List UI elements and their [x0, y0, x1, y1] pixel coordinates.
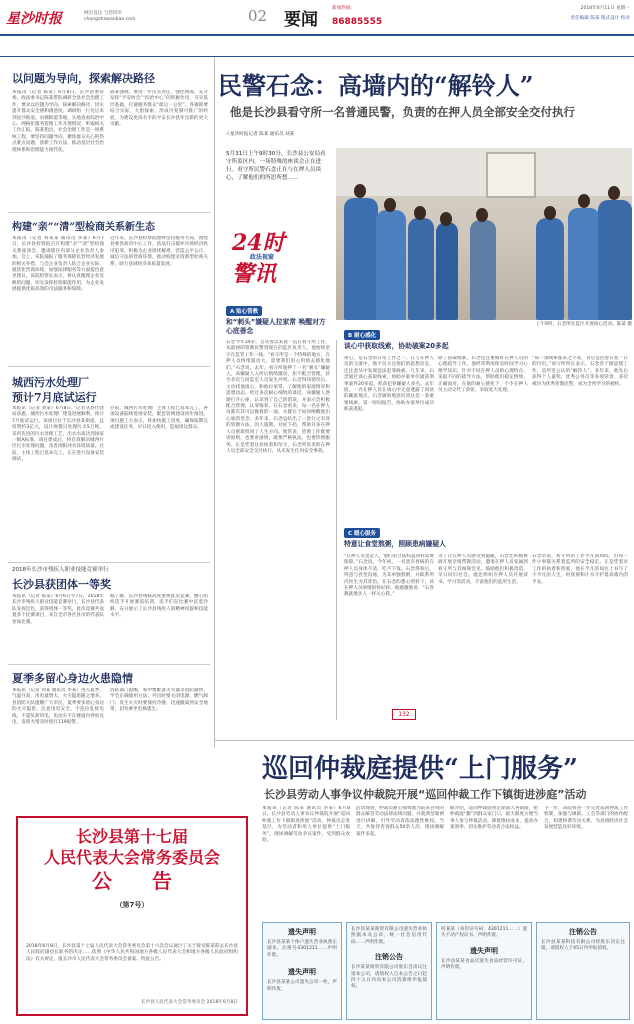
logo-subtitle: 网页直达 与您同步 changshawanbao.com	[84, 11, 136, 23]
notice-heading: 遗失声明	[288, 928, 316, 936]
notice-title-line2: 人民代表大会常务委员会	[43, 848, 220, 867]
notice-heading: 注销公告	[375, 953, 403, 962]
article-body: “每一条线索都来之不易，背后是民警日复一日的付出。”看守所所长表示，石念善于做思想工作，是所里公认的“解铃人”。多年来，他先后获得个人嘉奖、优秀公务员等多项荣誉，多次被评为优秀管教民警，成为全所学习的榜样。	[532, 356, 628, 387]
divider	[8, 212, 210, 213]
article-body: 下一步，该院将进一步完善巡回仲裁工作机制，加强与镇街、工会等部门的协作配合，构建和谐劳动关系，为县域经济社会发展营造良好环境。	[544, 806, 628, 831]
public-notice-box	[16, 816, 248, 1016]
main-headline: 民警石念：高墙内的“解铃人”	[218, 71, 534, 100]
byline: ☉星沙时报记者 陈某 通讯员 刘某	[226, 132, 295, 137]
divider	[8, 562, 210, 563]
hotline-number: 86885555	[332, 17, 383, 27]
main-subheadline: 他是长沙县看守所一名普通民警，负责的在押人员全部安全交付执行	[230, 105, 575, 119]
notice-text: 长沙县某某个体户遗失营业执照正副本，注册号4301211……声明作废。	[267, 940, 337, 958]
article-body: 本报讯（记者 陈某）6月6日至7日，2018年长沙市残疾人职业技能竞赛举行，长沙县代表队发挥出色，获得团体一等奖。此次竞赛共设置多个比赛项目，来自全市各区县市的代表队参加比赛。	[12, 594, 104, 625]
arbitration-headline: 巡回仲裁庭提供“上门服务”	[262, 754, 578, 784]
logo-24-subtext: 政法视窗	[250, 254, 275, 261]
article-body: 本报讯（记者 陈某）6月8日，长沙县委常委、政法委书记陈某带队调研全县社会治理工作，要求以问题为导向，探索解决路径，切实提升群众安全感和满意度。调研组一行先后来到星沙街道、泉塘街道等地，实地查看综治中心、网格化服务管理工作开展情况，听取相关工作汇报。陈某指出，社会治理工作是一项系统工程，要坚持问题导向，聚焦群众关心的热点难点问题，创新工作方法，推动基层社会治理体系和治理能力现代化。	[12, 90, 104, 153]
article-title: 长沙县获团体一等奖	[12, 578, 111, 591]
newspaper-logo: 星沙时报	[6, 11, 62, 27]
article-body: 活动现场，仲裁员耐心细致地为前来咨询的群众解答劳动法律法规问题，并就典型案例进行讲解，引导劳动者依法理性维权。当天，共接待咨询群众50余人次，现场调解案件多起。	[356, 806, 444, 837]
article-body: 谈心，是石念的日常工作之一。在与在押人员的交流中，他不仅关注他们的思想动态，还注意从中发现违法犯罪线索。几年来，石念通过谈心获取线索，协助办案单位破获刑事案件20多起，抓获犯罪嫌疑人多名。去年底，一名在押人员在谈心中无意透露了同伙的藏匿地点，石念敏锐地意识到这是一条重要线索，第一时间报告，协助办案单位成功抓获逃犯。	[344, 356, 434, 413]
notice-heading: 遗失声明	[470, 946, 498, 955]
article-body: “在押人员也是人，他们的合法权益同样需要保障。”石念说。今年初，一名患有胃病的在押人员身体不适，吃不下饭。石念得知后，特意与食堂沟通，为其单独熬粥，并联系所内医生为其诊治。在石念的悉心照料下，该在押人员病情很快好转，他感激地说：“石管教就像亲人一样关心我。”	[344, 554, 434, 598]
article-body: 本报讯（记者 刘某）6月8日，记者从县住建局获悉，城西污水处理厂建设进展顺利，预计7月底试运行。该项目位于长沙县某街道，总投资约3亿元，设计规模日处理污水5万吨，采用先进的污水处理工艺，出水水质达到国家一级A标准。项目建成后，将有效解决城西片区污水处理问题，改善浏阳河水环境质量。目前，主体工程已基本完工，正在进行设备安装调试。	[12, 406, 104, 463]
article-body: 除了获取线索，石念还注重做好在押人员的心理疏导工作。他经常利用休息时间学习心理学知识，针对不同在押人员的心理特点，采取不同的疏导方法，帮助他们稳定情绪、正确面对。在他的耐心感化下，不少在押人员主动交代了余罪，争取宽大处理。	[438, 356, 528, 394]
divider	[214, 740, 634, 741]
article-title: 夏季多留心身边火患隐情	[12, 672, 133, 685]
section-badge-b: B 耐心感化	[344, 330, 380, 340]
column-divider	[336, 340, 337, 720]
section-badge-c: C 暖心服务	[344, 528, 380, 538]
page-number: 02	[248, 7, 268, 25]
classified-notice	[436, 922, 532, 1020]
hotline-label: 新闻热线：	[332, 6, 355, 11]
notice-signature: 长沙县人民代表大会常务委员会 2018年6月8日	[140, 1000, 238, 1005]
section-subhead-b: 谈心中获取线索，协助破案20多起	[344, 342, 449, 350]
notice-text: 何某某（身份证号码：4301211……）遗失不动产权证书，声明作废。	[441, 927, 527, 939]
article-body: 本报讯（记者 陈某 通讯员 李某）6月8日，长沙县劳动人事争议仲裁院开展“巡回仲裁工作下镇街进涉庭”活动，仲裁员走进基层，为劳动者和用人单位提供“上门服务”，现场调解劳动争议案件，受到群众欢迎。	[262, 806, 350, 844]
notice-heading: 注销公告	[569, 928, 597, 936]
article-body: 石念常说，看守所的工作平凡而琐碎，但每一件小事都关系着监所的安全稳定。正是凭着对工作的执着和热爱，他在平凡的岗位上书写了不平凡的人生，用真情和汗水守护着高墙内的平安。	[532, 554, 628, 585]
article-body: 本报讯（记者 刘某某 通讯员 李某）6月7日，长沙县检察院召开构建“亲”“清”型检商关系座谈会，邀请辖区内部分企业负责人参加。会上，该院通报了服务保障民营经济发展的相关举措，与会企业负责人结合企业实际，就优化营商环境、加强法律服务等方面提出意见建议。该院检察长表示，将认真梳理企业反映的问题，切实发挥检察职能作用，为企业发展提供优质高效的司法服务和保障。	[12, 236, 104, 293]
notice-text: 长沙县某某公司遗失公章一枚，声明作废。	[267, 980, 337, 992]
notice-title	[18, 826, 246, 894]
notice-body: 2018年6月8日，长沙县第十七届人民代表大会常务委员会第十六次会议通过了关于接受陈某辞去长沙县人民政府副县长职务的决定……依照《中华人民共和国地方各级人民代表大会和地方各级人民政府组织法》有关规定，报长沙市人民代表大会常务委员会备案。特此公告。	[26, 944, 238, 962]
article-body: 据了解，长沙县残联高度重视此次竞赛，精心组织选手开展赛前培训，选手们在比赛中沉着冷静，充分展示了长沙县残疾人的精神风貌和技能水平。	[110, 594, 208, 619]
section-title: 要闻	[284, 10, 318, 30]
article-body: 陈某强调，要进一步压实责任，强化统筹，充分发挥“平安协会”“综治中心”的积极作用，夯实基层基础，打通服务群众“最后一公里”。各镇街要结合实际，大胆探索，形成可复制可推广的经验，为建设更高水平的平安长沙县作出新的更大贡献。	[110, 90, 208, 128]
divider	[8, 366, 210, 367]
masthead	[0, 0, 634, 36]
header-rule	[0, 56, 634, 57]
article-body: 本报讯（记者 刘某 通讯员 李某）进入夏季，气温升高，用电量增大，火灾隐患随之增多。县消防大队提醒广大市民，夏季要多留心身边的火灾隐患，注意用电安全，不乱拉乱接电线，不超负荷用电，电动车不在楼道内停放充电，发现火情及时拨打119报警。	[12, 688, 104, 726]
arbitration-subheadline: 长沙县劳动人事争议仲裁院开展“巡回仲裁工作下镇街进涉庭”活动	[264, 788, 587, 801]
divider	[8, 664, 210, 665]
notice-title-line3: 公 告	[92, 869, 172, 893]
police-news-logo	[232, 226, 304, 287]
article-body: 为了让在押人员感受到温暖，石念还积极协调开展亲情帮教活动，邀请在押人员家属到看守所与其视频会见，鼓励他们积极改造，早日回归社会。他还组织在押人员开展读书、学习等活动，丰富他们的监所生活。	[438, 554, 528, 585]
section-subhead-a: 和“刺头”嫌疑人拉家常 唤醒对方心底善念	[226, 318, 326, 335]
article-title-line2: 预计7月底试运行	[12, 391, 97, 404]
notice-text: 长沙某某商贸有限公司股东会决议注销本公司，请债权人自本公告之日起四十五日内向本公司清算组申报债权。	[351, 965, 427, 990]
notice-heading: 遗失声明	[288, 968, 316, 977]
article-body: 消防部门提醒，家中要配备灭火器等消防器材，学会正确使用方法；外出时要关闭电源、燃气阀门；发生火灾时要保持冷静，迅速撤离到安全地带，切勿乘坐电梯逃生。	[110, 688, 208, 713]
classified-notice	[262, 922, 342, 1020]
news-photo	[336, 148, 632, 320]
notice-number: （第7号）	[115, 901, 149, 909]
issue-date: 2018年6月11日 星期一	[580, 6, 630, 11]
classified-notice	[536, 922, 630, 1020]
section-subhead-c: 特意让食堂熬粥，照顾患病嫌疑人	[344, 540, 446, 548]
article-body: 石念今年34岁，自从警以来就一直在看守所工作，从最初的管教民警到现在的监区负责人，他始终坚守在监管工作一线。“看守所是一个特殊的地方，在押人员情绪波动大，需要我们用心用情去感化他们。”石念说。去年，看守所收押了一名“刺头”嫌疑人，该嫌疑人入所后情绪激动，拒不配合管理，甚至多次与同监室人员发生冲突。石念得知情况后，主动找他谈心，和他拉家常，了解他的家庭情况和思想动态。经过多次耐心细致的谈话，该嫌疑人逐渐打开心扉，认识到了自己的错误，并表示会积极配合管理，认罪悔罪。在石念看来，每一名在押人员都有其可以挽救的一面，关键在于如何唤醒他们心底的善念。多年来，石念总结出了一套行之有效的管教方法，因人施教、对症下药，帮助许多在押人员重新找回了人生方向。他常说，管教工作既要讲原则，也要讲感情，既要严格执法，也要热情服务。正是凭着这份执着和坚守，石念所负责的在押人员全部安全交付执行，从未发生任何安全事故。	[226, 340, 330, 454]
section-badge-a: A 贴心管教	[226, 306, 262, 316]
article-title: 城西污水处理厂	[12, 376, 89, 389]
logo-24-text: 24时警讯	[232, 230, 285, 287]
lead-paragraph: 5月31日上午9时30分，长沙县公安局看守所监区内，一场特殊的座谈会正在进行。看守所民警石念正在与在押人员谈心，了解他们的所思所想……	[226, 151, 326, 181]
notice-title-line1: 长沙县第十七届	[75, 827, 188, 846]
page-marker: 132	[392, 709, 416, 720]
notice-text: 长沙县某某食品店遗失食品经营许可证，声明作废。	[441, 958, 527, 971]
photo-caption: 上午9时，石念所在监区开展谈心活动。陈某 摄	[535, 322, 632, 327]
notice-text: 长沙县某某科技有限公司经股东决定注销，请债权人于45日内申报债权。	[541, 940, 625, 952]
column-divider	[214, 58, 215, 748]
article-title: 构建“亲”“清”型检商关系新生态	[12, 222, 156, 233]
editor-credits: 责任编辑 陈某 版式设计 校对	[570, 16, 630, 21]
notice-text: 长沙县某某商贸有限公司遗失营业执照副本及公章，统一社会信用代码……声明作废。	[351, 927, 427, 945]
article-kicker: 2018年长沙市残疾人职业技能竞赛举行	[12, 567, 109, 573]
article-body: 近年来，长沙县检察院始终坚持服务大局，围绕县委县政府中心工作，依法打击破坏市场经济秩序犯罪，积极为企业排忧解难，营造公平公正、诚信守法的营商环境，推动构建亲清新型检商关系，助力县域经济高质量发展。	[110, 236, 208, 267]
article-title: 以问题为导向，探索解决路径	[12, 72, 155, 85]
classified-notice	[346, 922, 432, 1020]
article-body: 据介绍，巡回仲裁庭将定期深入各镇街，把仲裁庭“搬”到群众家门口，最大限度方便当事人参与仲裁活动，降低维权成本，提高办案效率，切实维护劳动者合法权益。	[450, 806, 538, 831]
article-body: 目前，城西污水处理厂主体工程已基本完工，各项设备陆续进场安装，配套管网建设同步推进。项目施工方表示，将加快施工进度，确保按期完成建设任务，早日投入使用，造福周边群众。	[110, 406, 208, 431]
